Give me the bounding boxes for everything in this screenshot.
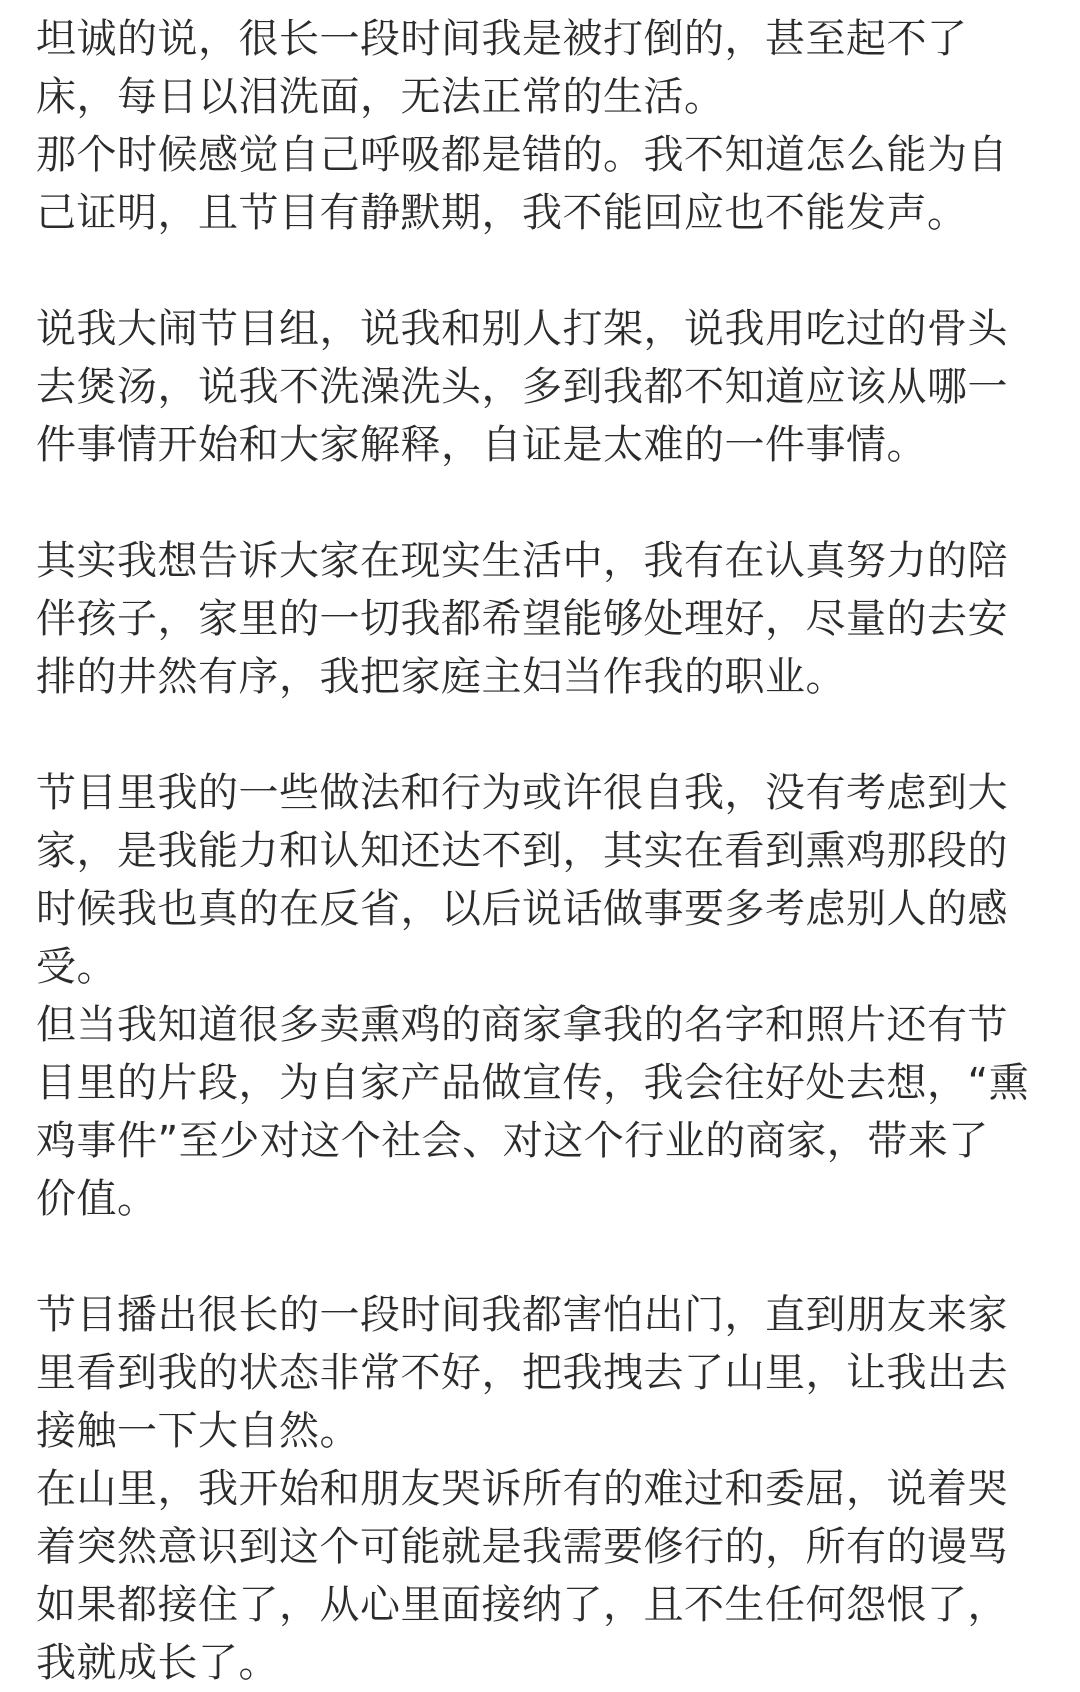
text-line: 接触一下大自然。 [36, 1408, 360, 1454]
text-line: 里看到我的状态非常不好，把我拽去了山里，让我出去 [36, 1350, 1008, 1396]
text-line: 说我大闹节目组，说我和别人打架，说我用吃过的骨头 [36, 306, 1008, 352]
text-line: 着突然意识到这个可能就是我需要修行的，所有的谩骂 [36, 1524, 1008, 1570]
paragraph-gap [36, 1228, 1046, 1286]
article-body [36, 10, 1046, 1692]
text-line: 排的井然有序，我把家庭主妇当作我的职业。 [36, 654, 846, 700]
text-line: 己证明，且节目有静默期，我不能回应也不能发声。 [36, 190, 968, 236]
text-line: 价值。 [36, 1176, 158, 1222]
text-line: 家，是我能力和认知还达不到，其实在看到熏鸡那段的 [36, 828, 1008, 874]
text-line: 目里的片段，为自家产品做宣传，我会往好处去想，“熏 [36, 1060, 1030, 1106]
text-line: 其实我想告诉大家在现实生活中，我有在认真努力的陪 [36, 538, 1008, 584]
paragraph-gap [36, 242, 1046, 300]
text-line: 时候我也真的在反省，以后说话做事要多考虑别人的感 [36, 886, 1008, 932]
text-line: 件事情开始和大家解释，自证是太难的一件事情。 [36, 422, 927, 468]
text-line: 如果都接住了，从心里面接纳了，且不生任何怨恨了， [36, 1582, 1008, 1628]
paragraph-gap [36, 474, 1046, 532]
text-line: 节目播出很长的一段时间我都害怕出门，直到朋友来家 [36, 1292, 1008, 1338]
paragraph-gap [36, 706, 1046, 764]
text-line: 鸡事件”至少对这个社会、对这个行业的商家，带来了 [36, 1118, 989, 1164]
text-line: 去煲汤，说我不洗澡洗头，多到我都不知道应该从哪一 [36, 364, 1008, 410]
text-line: 坦诚的说，很长一段时间我是被打倒的，甚至起不了 [36, 16, 968, 62]
text-line: 那个时候感觉自己呼吸都是错的。我不知道怎么能为自 [36, 132, 1008, 178]
text-line: 但当我知道很多卖熏鸡的商家拿我的名字和照片还有节 [36, 1002, 1008, 1048]
text-line: 伴孩子，家里的一切我都希望能够处理好，尽量的去安 [36, 596, 1008, 642]
text-line: 受。 [36, 944, 117, 990]
text-line: 节目里我的一些做法和行为或许很自我，没有考虑到大 [36, 770, 1008, 816]
text-line: 在山里，我开始和朋友哭诉所有的难过和委屈，说着哭 [36, 1466, 1008, 1512]
text-line: 床，每日以泪洗面，无法正常的生活。 [36, 74, 725, 120]
text-line: 我就成长了。 [36, 1640, 279, 1686]
